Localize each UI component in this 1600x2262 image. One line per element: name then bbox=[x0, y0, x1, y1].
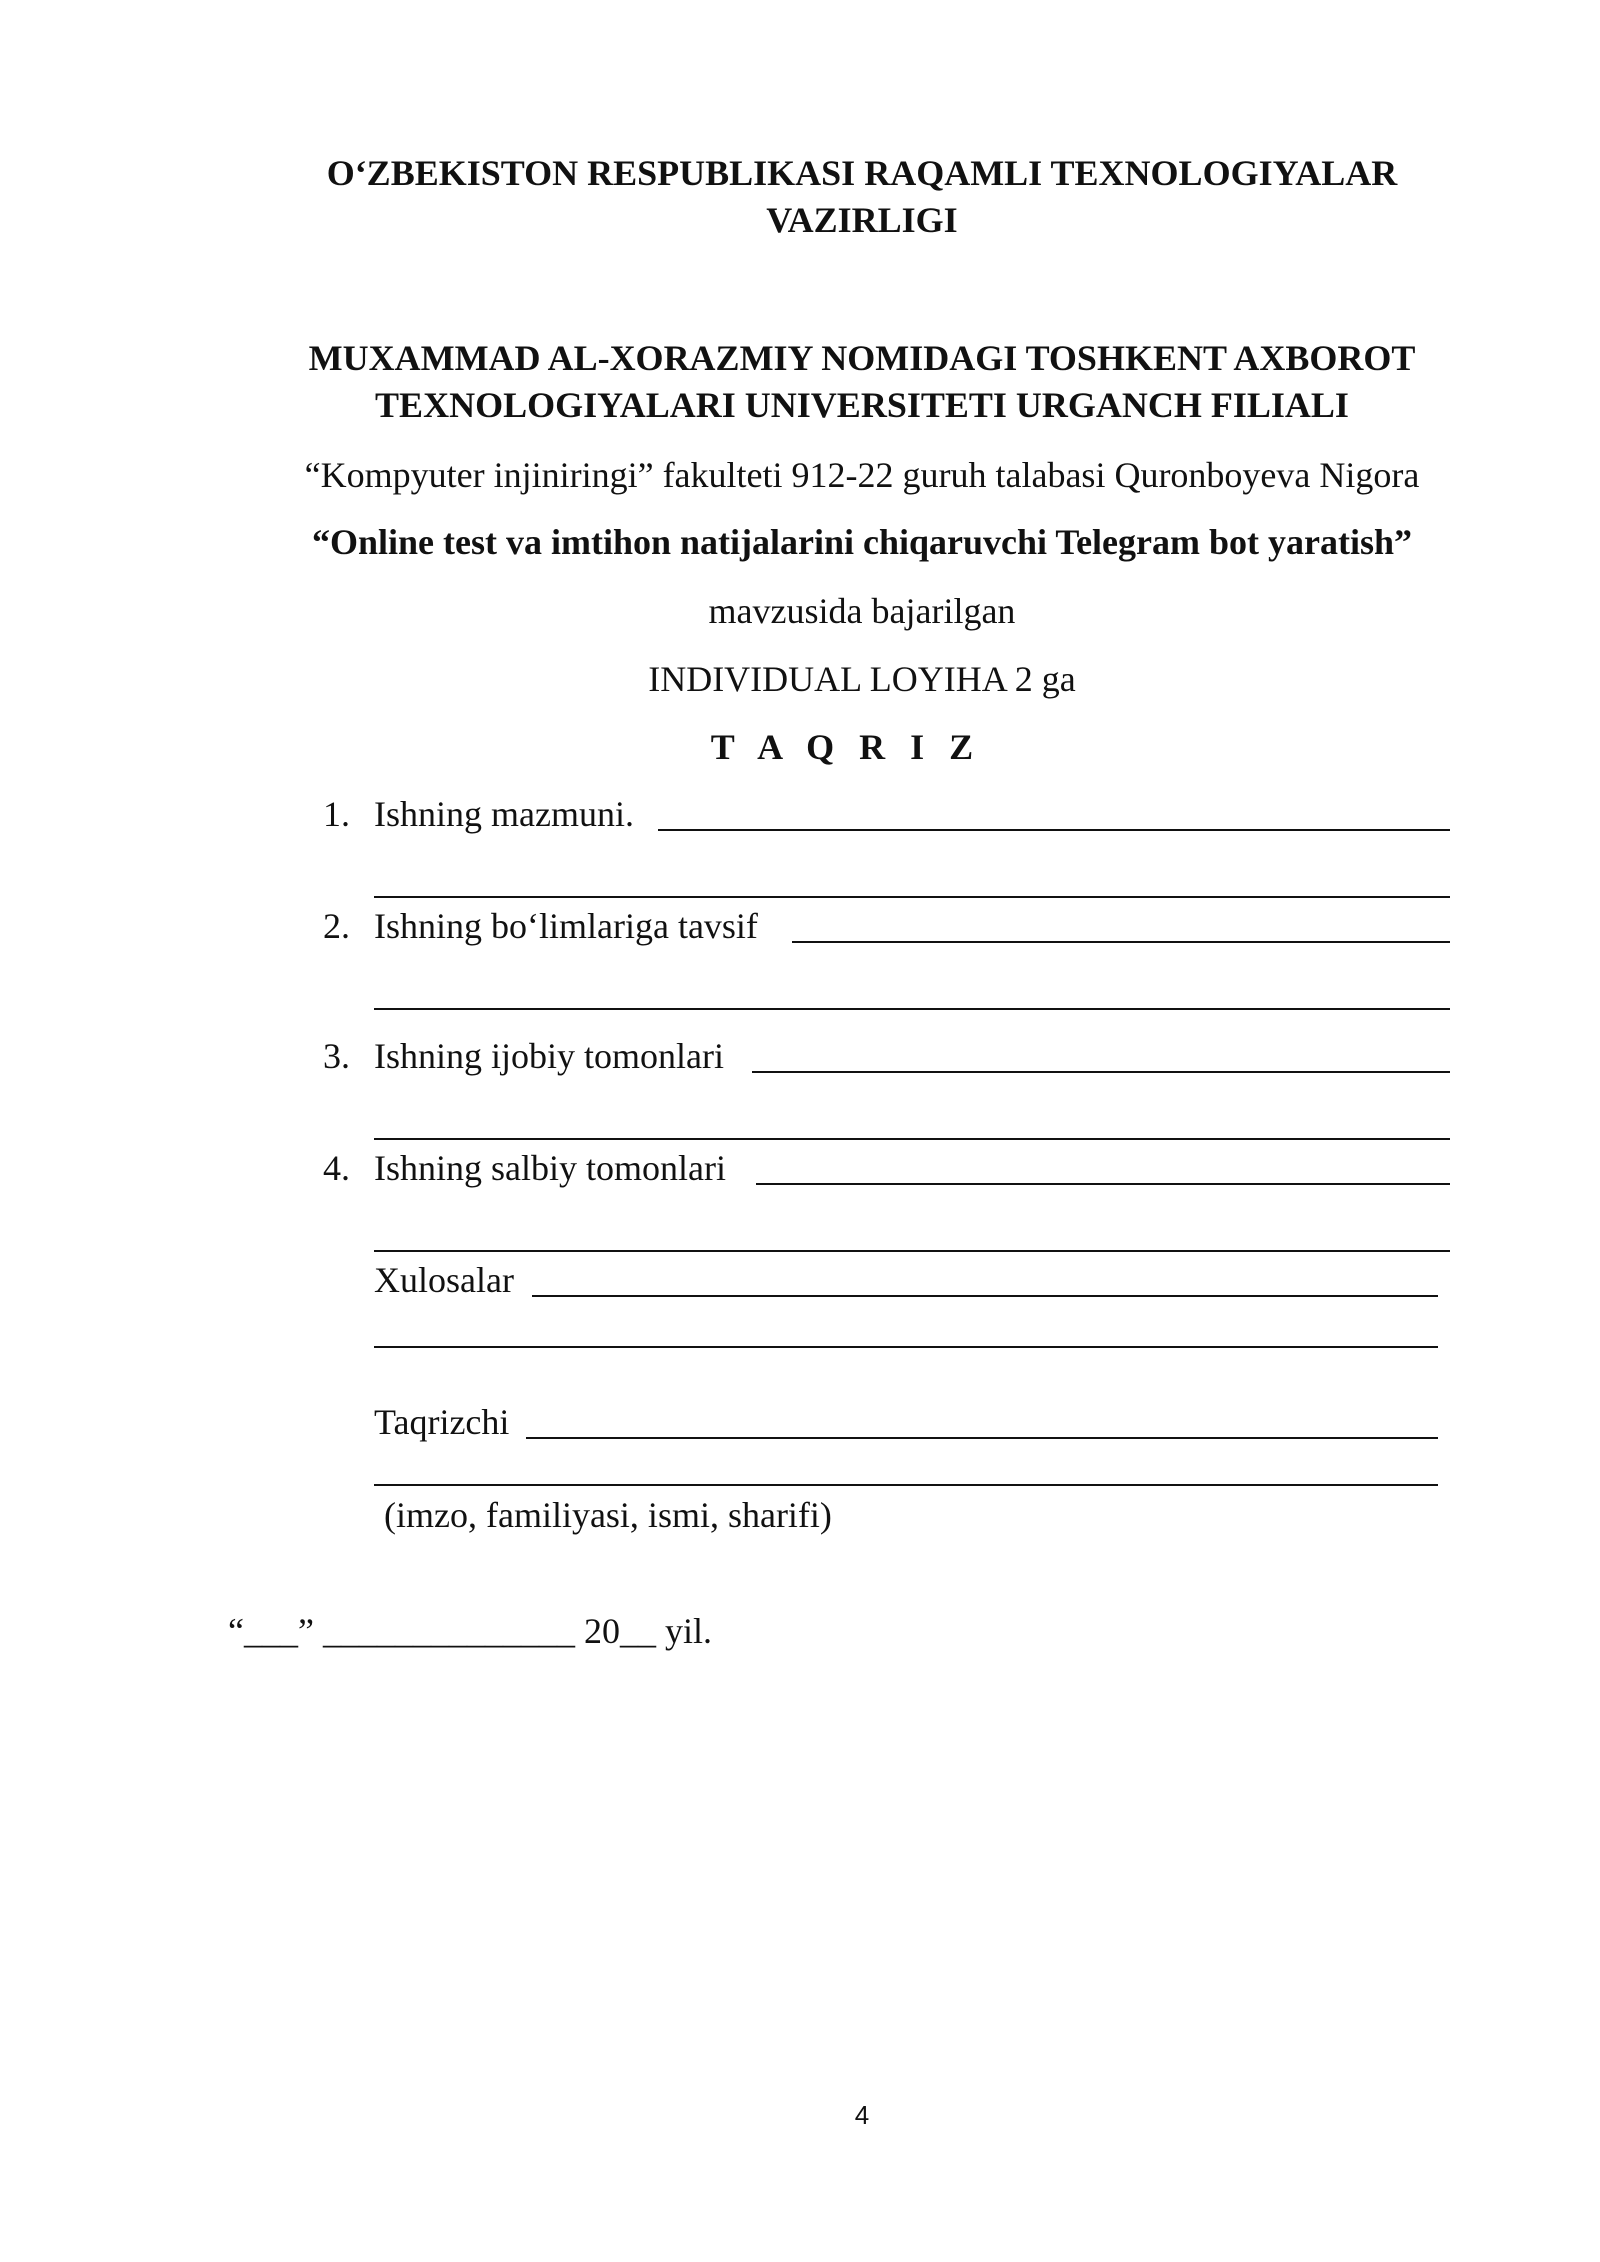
signature-note: (imzo, familiyasi, ismi, sharifi) bbox=[384, 1495, 832, 1535]
topic-title: “Online test va imtihon natijalarini chiqaruvchi Telegram bot yaratish” bbox=[311, 522, 1413, 562]
item-1-answer-line[interactable] bbox=[658, 829, 1450, 831]
reviewer-answer-line[interactable] bbox=[526, 1437, 1438, 1439]
reviewer-signature-line[interactable] bbox=[374, 1484, 1438, 1486]
item-1-number: 1. bbox=[323, 794, 350, 834]
conclusions-label: Xulosalar bbox=[374, 1260, 514, 1300]
university-line-2: TEXNOLOGIYALARI UNIVERSITETI URGANCH FILIALI bbox=[375, 385, 1349, 425]
university-title bbox=[62, 335, 1600, 429]
item-3-answer-line[interactable] bbox=[752, 1071, 1450, 1073]
topic-suffix: mavzusida bajarilgan bbox=[708, 591, 1016, 631]
ministry-line-1: O‘ZBEKISTON RESPUBLIKASI RAQAMLI TEXNOLOGIYALAR bbox=[326, 153, 1398, 193]
ministry-title bbox=[62, 150, 1600, 244]
item-2-label: Ishning bo‘limlariga tavsif bbox=[374, 906, 758, 946]
student-line: “Kompyuter injiniringi” fakulteti 912-22 guruh talabasi Quronboyeva Nigora bbox=[304, 455, 1420, 495]
item-4-number: 4. bbox=[323, 1148, 350, 1188]
item-4-label: Ishning salbiy tomonlari bbox=[374, 1148, 726, 1188]
project-label: INDIVIDUAL LOYIHA 2 ga bbox=[648, 659, 1076, 699]
review-title: T A Q R I Z bbox=[710, 727, 982, 767]
conclusions-continuation-line[interactable] bbox=[374, 1346, 1438, 1348]
item-2-number: 2. bbox=[323, 906, 350, 946]
item-4-continuation-line[interactable] bbox=[374, 1250, 1450, 1252]
ministry-line-2: VAZIRLIGI bbox=[766, 200, 958, 240]
item-2-continuation-line[interactable] bbox=[374, 1008, 1450, 1010]
date-line: “___” ______________ 20__ yil. bbox=[228, 1611, 712, 1651]
item-2-answer-line[interactable] bbox=[792, 941, 1450, 943]
item-3-continuation-line[interactable] bbox=[374, 1138, 1450, 1140]
item-3-label: Ishning ijobiy tomonlari bbox=[374, 1036, 724, 1076]
item-4-answer-line[interactable] bbox=[756, 1183, 1450, 1185]
item-3-number: 3. bbox=[323, 1036, 350, 1076]
item-1-label: Ishning mazmuni. bbox=[374, 794, 634, 834]
university-line-1: MUXAMMAD AL-XORAZMIY NOMIDAGI TOSHKENT AXBOROT bbox=[308, 338, 1416, 378]
conclusions-answer-line[interactable] bbox=[532, 1295, 1438, 1297]
reviewer-label: Taqrizchi bbox=[374, 1402, 510, 1442]
page-number: 4 bbox=[854, 2100, 870, 2130]
item-1-continuation-line[interactable] bbox=[374, 896, 1450, 898]
